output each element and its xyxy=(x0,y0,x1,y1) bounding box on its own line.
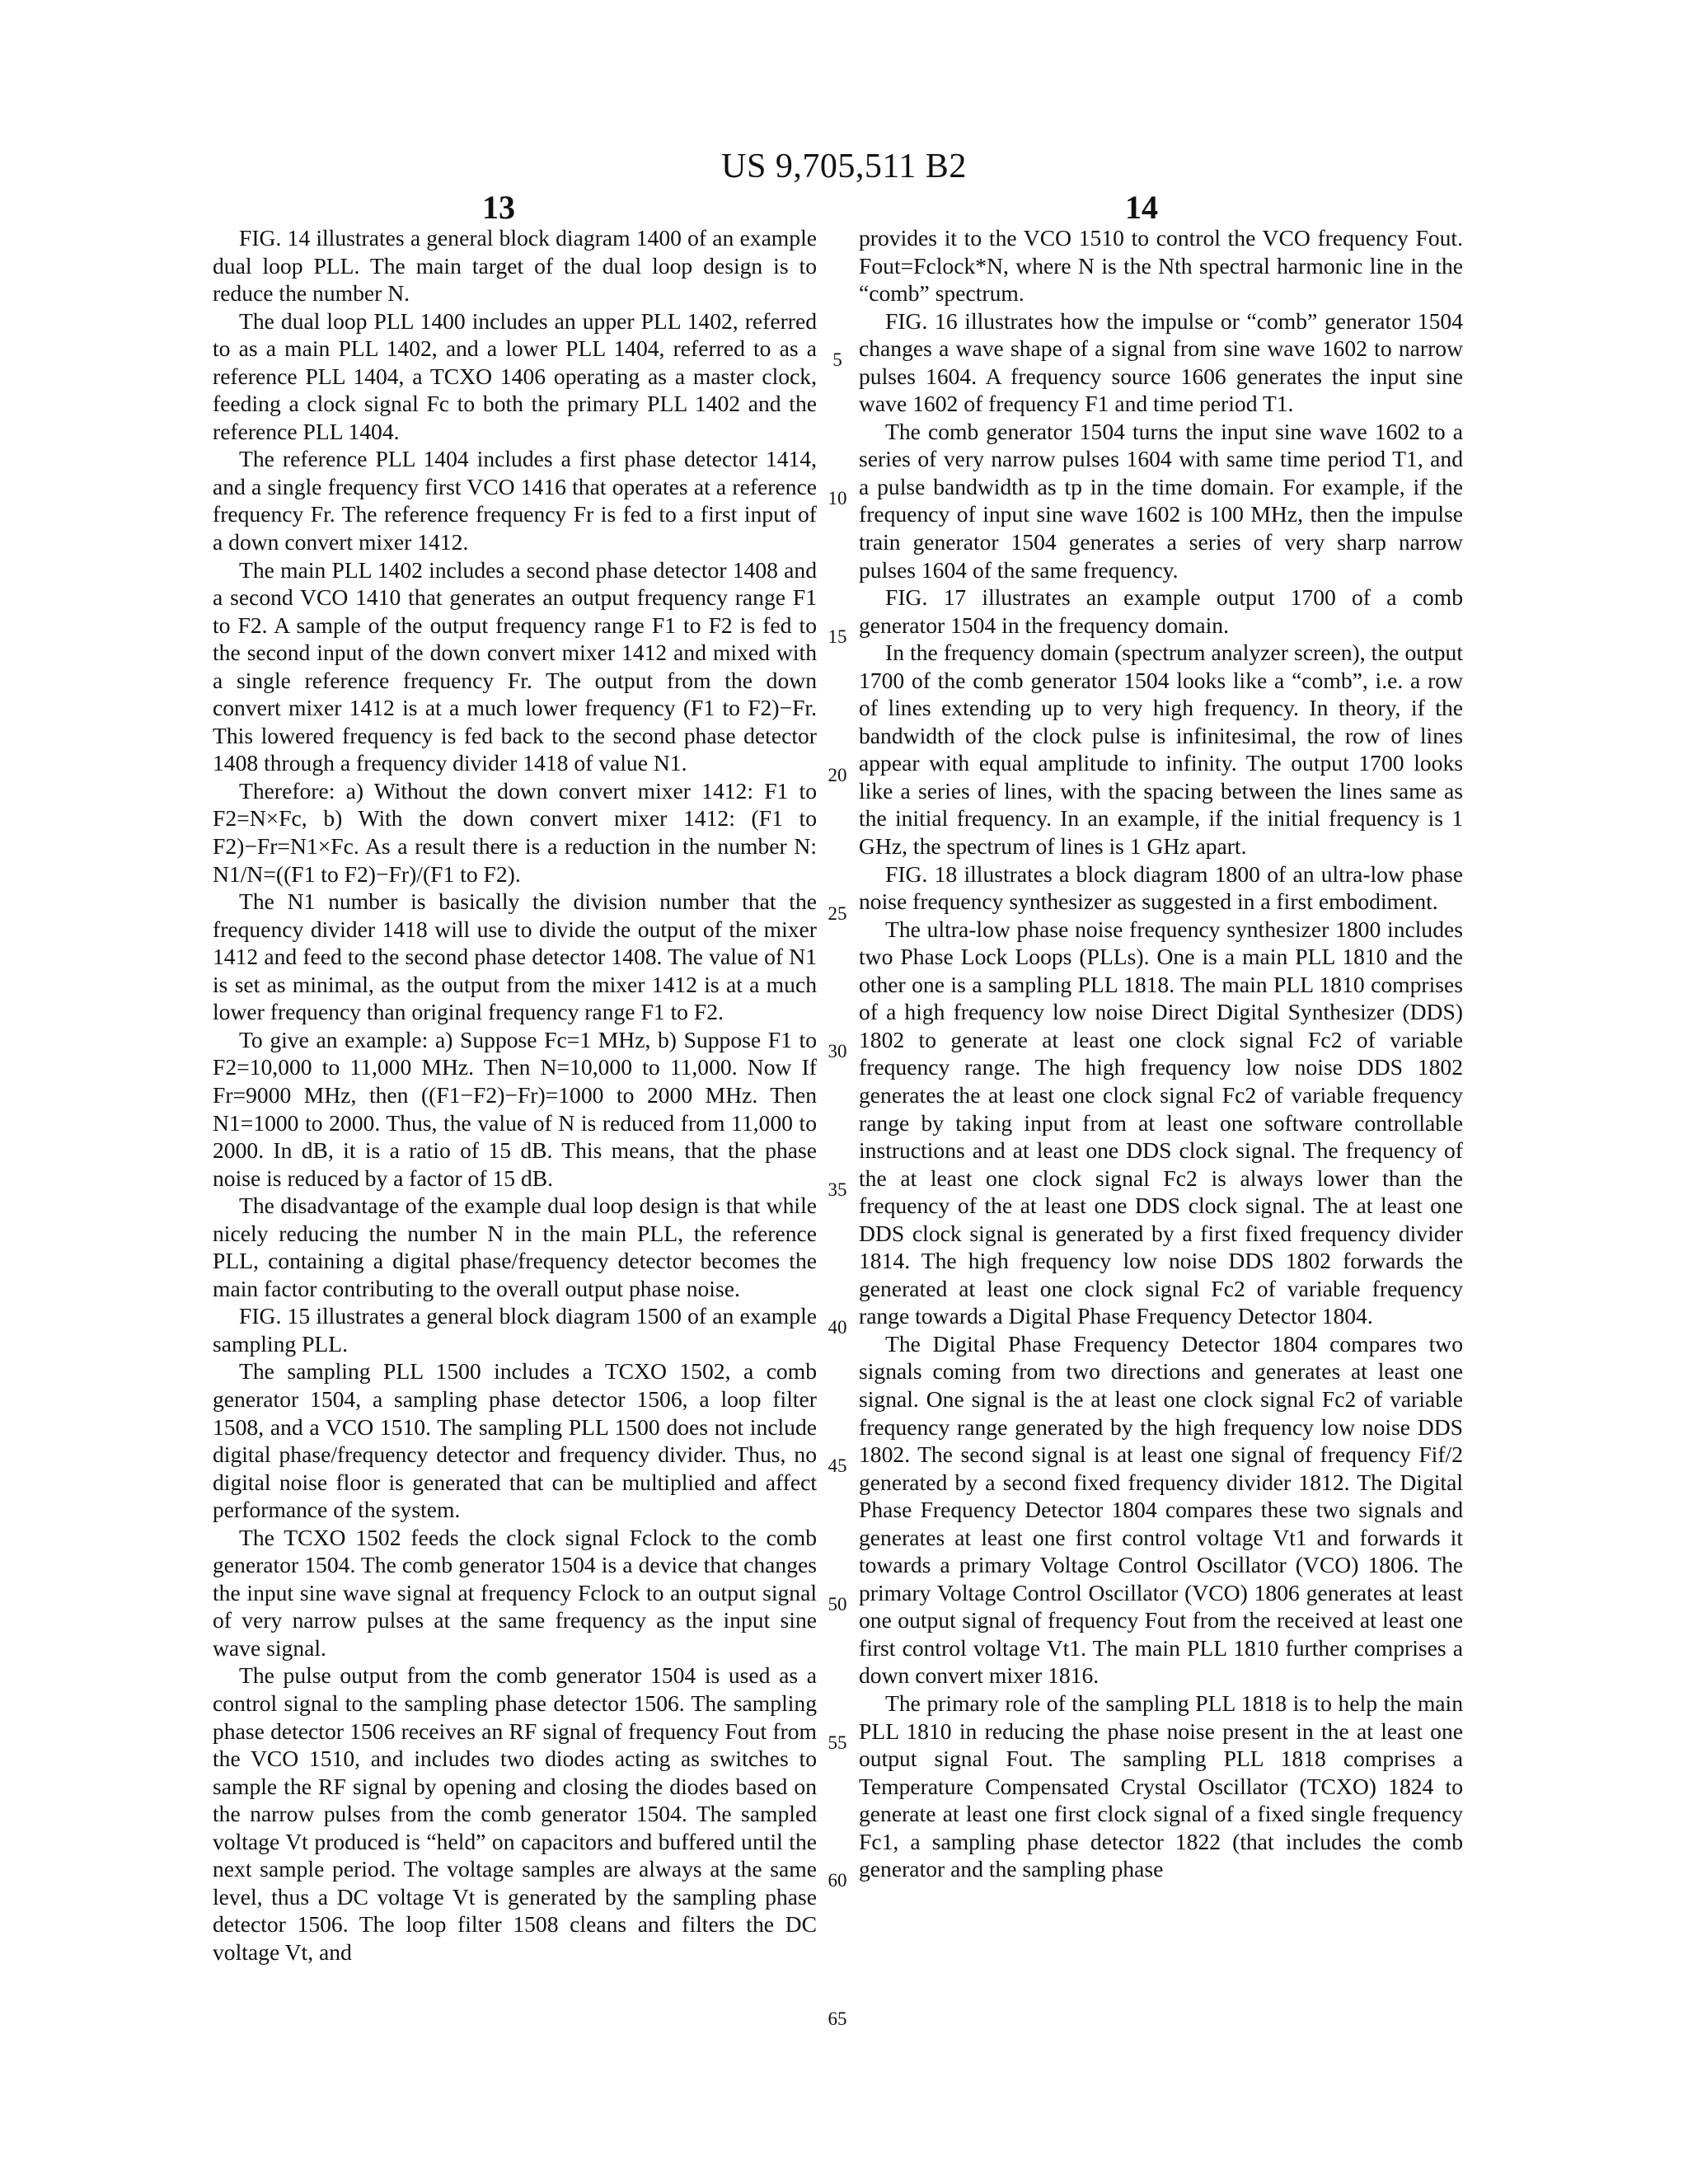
line-number: 5 xyxy=(832,349,842,370)
line-number: 35 xyxy=(828,1179,847,1200)
paragraph: In the frequency domain (spectrum analyzer screen), the output 1700 of the comb generator 1504 looks like a “comb”, i.e. a row of lines extending up to very high frequency. In theory, if the bandwidth of the clock pulse is infinitesimal, the row of lines appear with equal amplitude to infinity. The output 1700 looks like a series of lines, with the spacing between the lines same as the initial frequency. In an example, if the initial frequency is 1 GHz, the spectrum of lines is 1 GHz apart. xyxy=(859,640,1463,860)
right-column xyxy=(859,224,1463,1883)
paragraph: To give an example: a) Suppose Fc=1 MHz, b) Suppose F1 to F2=10,000 to 11,000 MHz. Then N=10,000 to 11,000. Now If Fr=9000 MHz, then ((F1−F2)−Fr)=1000 to 2000 MHz. Then N1=1000 to 2000. Thus, the value of N is reduced from 11,000 to 2000. In dB, it is a ratio of 15 dB. This means, that the phase noise is reduced by a factor of 15 dB. xyxy=(213,1026,817,1191)
right-page-number: 14 xyxy=(1125,189,1158,226)
paragraph: The ultra-low phase noise frequency synthesizer 1800 includes two Phase Lock Loops (PLLs). One is a main PLL 1810 and the other one is a sampling PLL 1818. The main PLL 1810 comprises of a high frequency low noise Direct Digital Synthesizer (DDS) 1802 to generate at least one clock signal Fc2 of variable frequency range. The high frequency low noise DDS 1802 generates the at least one clock signal Fc2 of variable frequency range by taking input from at least one software controllable instructions and at least one DDS clock signal. The frequency of the at least one clock signal Fc2 is always lower than the frequency of the at least one DDS clock signal. The at least one DDS clock signal is generated by a first fixed frequency divider 1814. The high frequency low noise DDS 1802 forwards the generated at least one clock signal Fc2 of variable frequency range towards a Digital Phase Frequency Detector 1804. xyxy=(859,916,1463,1329)
line-number: 65 xyxy=(828,2008,847,2029)
left-page-number: 13 xyxy=(482,189,515,226)
left-column xyxy=(213,224,817,1966)
line-number: 45 xyxy=(828,1455,847,1476)
line-number: 40 xyxy=(828,1317,847,1338)
paragraph: FIG. 15 illustrates a general block diagram 1500 of an example sampling PLL. xyxy=(213,1303,817,1357)
paragraph: The sampling PLL 1500 includes a TCXO 1502, a comb generator 1504, a sampling phase detector 1506, a loop filter 1508, and a VCO 1510. The sampling PLL 1500 does not include digital phase/frequency detector and frequency divider. Thus, no digital noise floor is generated that can be multiplied and affect performance of the system. xyxy=(213,1358,817,1523)
line-number: 50 xyxy=(828,1594,847,1615)
paragraph: The TCXO 1502 feeds the clock signal Fclock to the comb generator 1504. The comb generator 1504 is a device that changes the input sine wave signal at frequency Fclock to an output signal of very narrow pulses at the same frequency as the input sine wave signal. xyxy=(213,1524,817,1661)
line-number: 10 xyxy=(828,488,847,509)
paragraph: The dual loop PLL 1400 includes an upper PLL 1402, referred to as a main PLL 1402, and a lower PLL 1404, referred to as a reference PLL 1404, a TCXO 1406 operating as a master clock, feeding a clock signal Fc to both the primary PLL 1402 and the reference PLL 1404. xyxy=(213,307,817,444)
line-number: 25 xyxy=(828,903,847,924)
paragraph: provides it to the VCO 1510 to control the VCO frequency Fout. Fout=Fclock*N, where N is the Nth spectral harmonic line in the “comb” spectrum. xyxy=(859,225,1463,307)
paragraph: The Digital Phase Frequency Detector 1804 compares two signals coming from two directions and generates at least one signal. One signal is the at least one clock signal Fc2 of variable frequency range generated by the high frequency low noise DDS 1802. The second signal is at least one signal of frequency Fif/2 generated by a second fixed frequency divider 1812. The Digital Phase Frequency Detector 1804 compares these two signals and generates at least one first control voltage Vt1 and forwards it towards a primary Voltage Control Oscillator (VCO) 1806. The primary Voltage Control Oscillator (VCO) 1806 generates at least one output signal of frequency Fout from the received at least one first control voltage Vt1. The main PLL 1810 further comprises a down convert mixer 1816. xyxy=(859,1330,1463,1689)
line-number: 55 xyxy=(828,1732,847,1753)
line-number: 30 xyxy=(828,1041,847,1062)
paragraph: The pulse output from the comb generator 1504 is used as a control signal to the sampling phase detector 1506. The sampling phase detector 1506 receives an RF signal of frequency Fout from the VCO 1510, and includes two diodes acting as switches to sample the RF signal by opening and closing the diodes based on the narrow pulses from the comb generator 1504. The sampled voltage Vt produced is “held” on capacitors and buffered until the next sample period. The voltage samples are always at the same level, thus a DC voltage Vt is generated by the sampling phase detector 1506. The loop filter 1508 cleans and filters the DC voltage Vt, and xyxy=(213,1662,817,1965)
paragraph: The main PLL 1402 includes a second phase detector 1408 and a second VCO 1410 that generates an output frequency range F1 to F2. A sample of the output frequency range F1 to F2 is fed to the second input of the down convert mixer 1412 and mixed with a single reference frequency Fr. The output from the down convert mixer 1412 is at a much lower frequency (F1 to F2)−Fr. This lowered frequency is fed back to the second phase detector 1408 through a frequency divider 1418 of value N1. xyxy=(213,556,817,776)
paragraph: FIG. 16 illustrates how the impulse or “comb” generator 1504 changes a wave shape of a signal from sine wave 1602 to narrow pulses 1604. A frequency source 1606 generates the input sine wave 1602 of frequency F1 and time period T1. xyxy=(859,307,1463,417)
paragraph: The comb generator 1504 turns the input sine wave 1602 to a series of very narrow pulses 1604 with same time period T1, and a pulse bandwidth as tp in the time domain. For example, if the frequency of input sine wave 1602 is 100 MHz, then the impulse train generator 1504 generates a series of very sharp narrow pulses 1604 of the same frequency. xyxy=(859,418,1463,583)
paragraph: The reference PLL 1404 includes a first phase detector 1414, and a single frequency first VCO 1416 that operates at a reference frequency Fr. The reference frequency Fr is fed to a first input of a down convert mixer 1412. xyxy=(213,446,817,555)
line-number: 15 xyxy=(828,626,847,647)
paragraph: The primary role of the sampling PLL 1818 is to help the main PLL 1810 in reducing the phase noise present in the at least one output signal Fout. The sampling PLL 1818 comprises a Temperature Compensated Crystal Oscillator (TCXO) 1824 to generate at least one first clock signal of a fixed single frequency Fc1, a sampling phase detector 1822 (that includes the comb generator and the sampling phase xyxy=(859,1690,1463,1882)
paragraph: FIG. 14 illustrates a general block diagram 1400 of an example dual loop PLL. The main target of the dual loop design is to reduce the number N. xyxy=(213,225,817,307)
paragraph: The disadvantage of the example dual loop design is that while nicely reducing the number N in the main PLL, the reference PLL, containing a digital phase/frequency detector becomes the main factor contributing to the overall output phase noise. xyxy=(213,1193,817,1301)
paragraph: Therefore: a) Without the down convert mixer 1412: F1 to F2=N×Fc, b) With the down convert mixer 1412: (F1 to F2)−Fr=N1×Fc. As a result there is a reduction in the number N: N1/N=((F1 to F2)−Fr)/(F1 to F2). xyxy=(213,777,817,887)
paragraph: FIG. 17 illustrates an example output 1700 of a comb generator 1504 in the frequency domain. xyxy=(859,584,1463,638)
patent-number: US 9,705,511 B2 xyxy=(721,148,967,185)
paragraph: FIG. 18 illustrates a block diagram 1800 of an ultra-low phase noise frequency synthesizer as suggested in a first embodiment. xyxy=(859,860,1463,915)
line-number: 60 xyxy=(828,1870,847,1891)
line-number: 20 xyxy=(828,765,847,785)
paragraph: The N1 number is basically the division number that the frequency divider 1418 will use to divide the output of the mixer 1412 and feed to the second phase detector 1408. The value of N1 is set as minimal, as the output from the mixer 1412 is at a much lower frequency than original frequency range F1 to F2. xyxy=(213,888,817,1025)
